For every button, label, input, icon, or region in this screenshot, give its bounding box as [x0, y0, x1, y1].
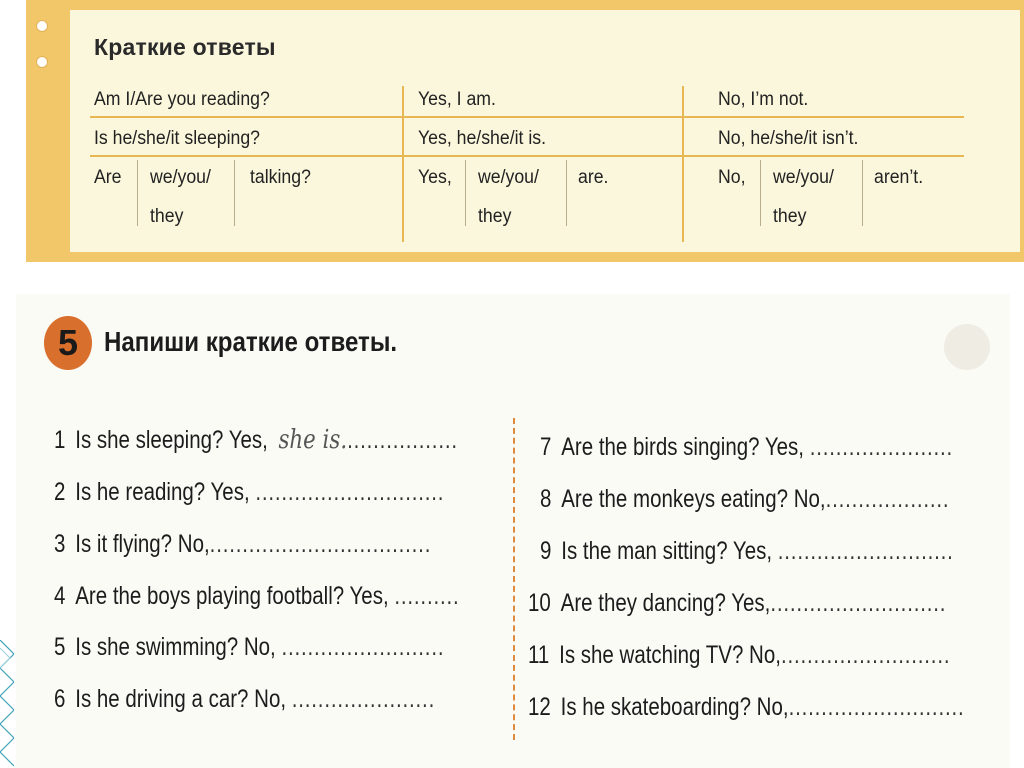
exercise-title: Напиши краткие ответы.	[104, 326, 398, 357]
yes-subject-cell: they	[478, 206, 512, 227]
exercise-number: 5	[57, 322, 79, 363]
exercise-item	[540, 537, 954, 566]
handwritten-answer[interactable]: she is.	[278, 425, 348, 455]
item-question: Are the birds singing? Yes,	[561, 433, 805, 461]
panel-title: Краткие ответы	[94, 34, 276, 60]
exercise-item	[528, 641, 950, 670]
item-number: 3	[54, 530, 66, 558]
table-subdivider	[760, 160, 761, 226]
exercise-item	[54, 530, 431, 559]
table-subdivider	[234, 160, 235, 226]
answer-blank[interactable]: ......................	[809, 433, 954, 461]
item-number: 9	[540, 537, 552, 565]
answer-blank[interactable]: ......................	[291, 685, 436, 713]
item-question: Is she watching TV? No,	[559, 641, 781, 669]
exercise-item	[528, 589, 946, 618]
question-word-cell: Are	[94, 167, 122, 188]
item-question: Are the monkeys eating? No,	[561, 485, 826, 513]
item-question: Is the man sitting? Yes,	[561, 537, 773, 565]
exercise-item	[540, 485, 949, 514]
exercise-item	[540, 433, 953, 462]
answer-blank[interactable]: ..................................	[209, 530, 432, 558]
item-question: Is she swimming? No,	[75, 633, 276, 661]
answer-blank[interactable]: ...................	[825, 485, 950, 513]
exercise-item	[54, 478, 444, 507]
table-subdivider	[137, 160, 138, 226]
item-question: Is he skateboarding? No,	[560, 693, 789, 721]
table-column-divider	[402, 86, 404, 242]
item-number: 12	[528, 693, 551, 721]
column-divider	[513, 418, 515, 740]
question-cell: Is he/she/it sleeping?	[94, 128, 261, 149]
question-subject-cell: we/you/	[150, 167, 211, 188]
yes-subject-cell: we/you/	[478, 167, 539, 188]
answer-blank[interactable]: ...........................	[777, 537, 954, 565]
yes-answer-cell: Yes, he/she/it is.	[418, 128, 547, 149]
item-number: 1	[54, 426, 66, 454]
item-question: Is it flying? No,	[75, 530, 210, 558]
yes-verb-cell: are.	[578, 167, 609, 188]
no-verb-cell: aren’t.	[874, 167, 924, 188]
answer-blank[interactable]: ..........................	[780, 641, 951, 669]
answer-blank[interactable]: ...........................	[770, 589, 947, 617]
answer-blank[interactable]: ..........	[394, 582, 460, 610]
table-subdivider	[465, 160, 466, 226]
table-rule	[90, 116, 964, 118]
question-verb-cell: talking?	[250, 167, 311, 188]
answer-blank[interactable]: .............................	[255, 478, 445, 506]
item-question: Is he reading? Yes,	[75, 478, 250, 506]
binder-hole-icon	[36, 56, 48, 68]
item-question: Are the boys playing football? Yes,	[75, 582, 389, 610]
item-number: 5	[54, 633, 66, 661]
table-subdivider	[862, 160, 863, 226]
no-word-cell: No,	[718, 167, 746, 188]
item-number: 11	[528, 641, 550, 669]
exercise-item	[54, 582, 460, 611]
answer-blank[interactable]: .........................	[281, 633, 445, 661]
item-number: 8	[540, 485, 552, 513]
exercise-item	[54, 685, 435, 714]
no-answer-cell: No, he/she/it isn’t.	[718, 128, 859, 149]
item-question: Is she sleeping? Yes,	[75, 426, 268, 454]
binder-hole-icon	[36, 20, 48, 32]
no-subject-cell: we/you/	[773, 167, 834, 188]
exercise-number-badge	[44, 316, 92, 370]
item-number: 2	[54, 478, 66, 506]
yes-word-cell: Yes,	[418, 167, 452, 188]
question-cell: Am I/Are you reading?	[94, 89, 270, 110]
exercise-item	[54, 633, 444, 662]
item-number: 6	[54, 685, 66, 713]
item-number: 7	[540, 433, 552, 461]
no-subject-cell: they	[773, 206, 807, 227]
item-number: 10	[528, 589, 551, 617]
bleed-through-badge	[944, 324, 990, 370]
page-edge-decoration	[0, 640, 14, 768]
table-column-divider	[682, 86, 684, 242]
table-subdivider	[566, 160, 567, 226]
item-question: Is he driving a car? No,	[75, 685, 287, 713]
item-number: 4	[54, 582, 66, 610]
table-rule	[90, 155, 964, 157]
answer-blank[interactable]: .................	[347, 426, 458, 454]
yes-answer-cell: Yes, I am.	[418, 89, 496, 110]
item-question: Are they dancing? Yes,	[560, 589, 771, 617]
question-subject-cell: they	[150, 206, 184, 227]
answer-blank[interactable]: ...........................	[788, 693, 965, 721]
exercise-item	[528, 693, 965, 722]
exercise-item	[54, 425, 458, 455]
no-answer-cell: No, I’m not.	[718, 89, 809, 110]
